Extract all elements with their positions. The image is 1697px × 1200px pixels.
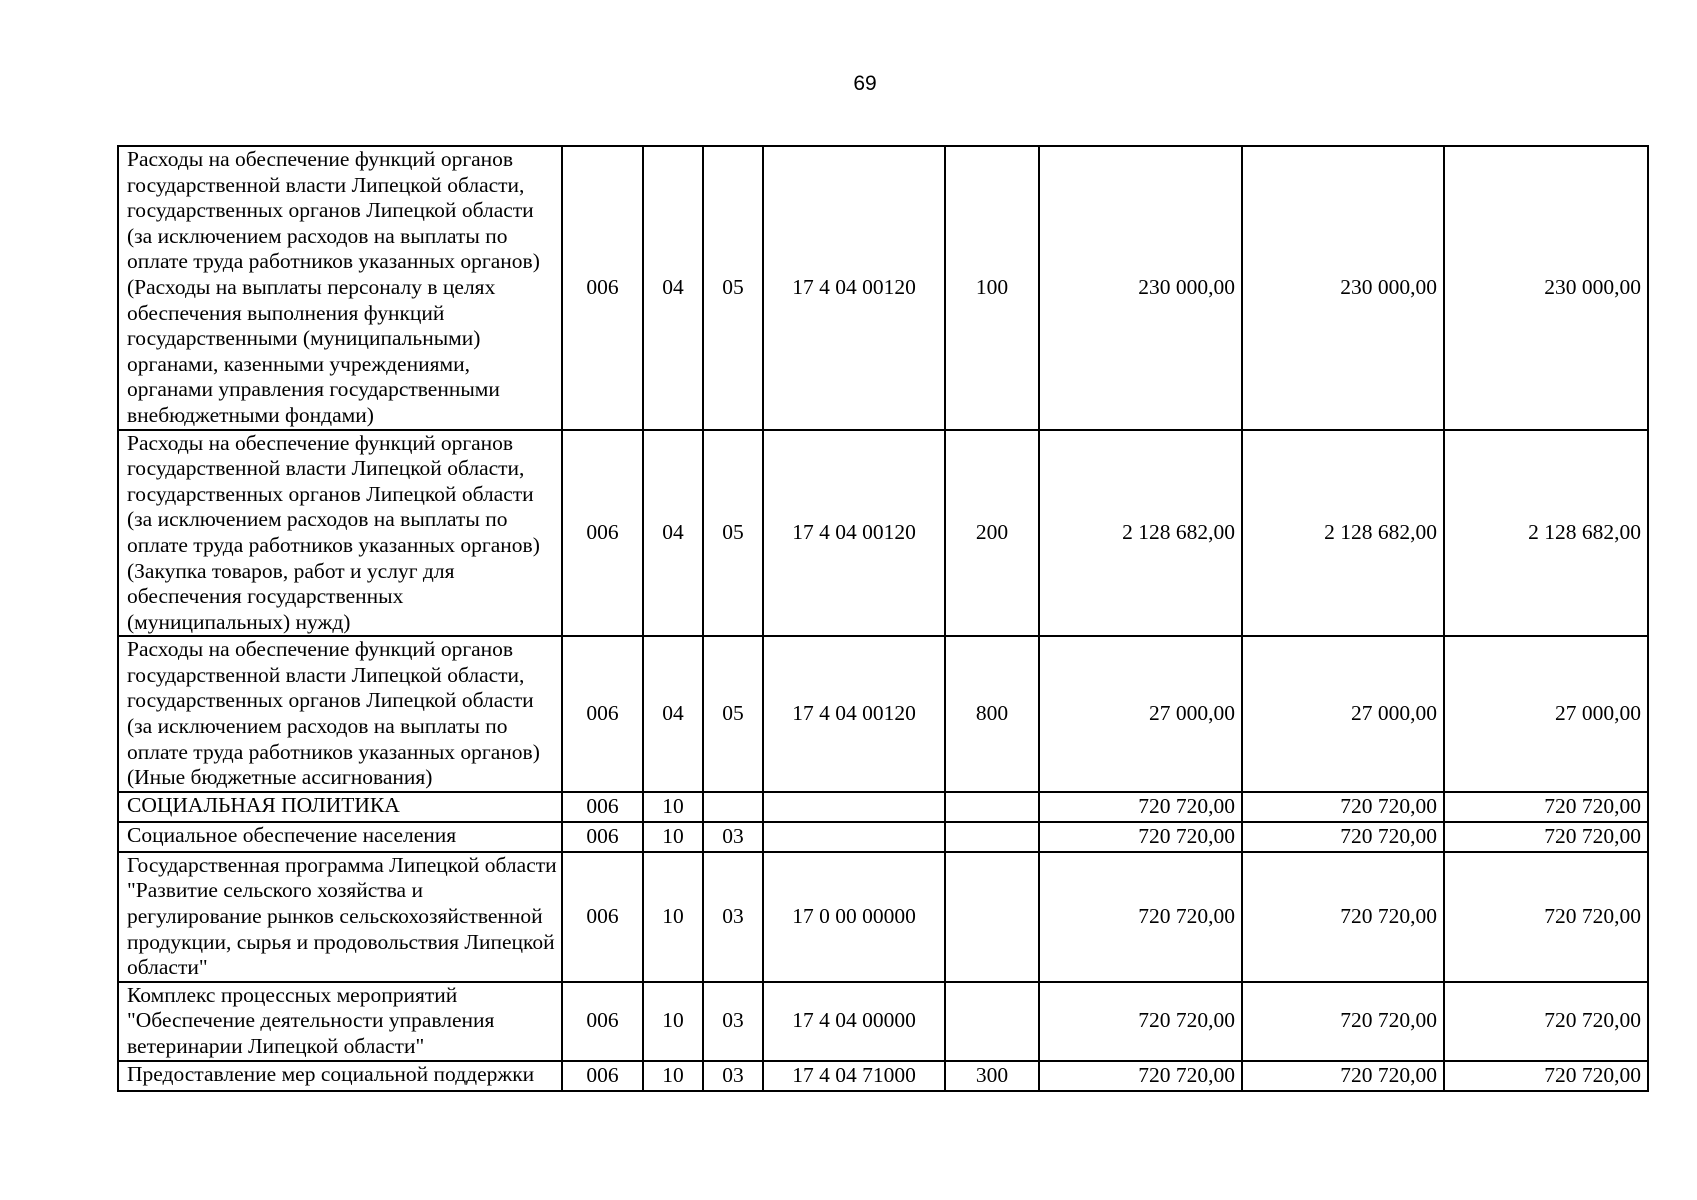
expense-type-cell: 100: [945, 146, 1039, 430]
sum-2-cell: 27 000,00: [1242, 636, 1444, 792]
subsection-code-cell: 05: [703, 146, 763, 430]
sum-1-cell: 720 720,00: [1039, 1061, 1242, 1091]
section-code-cell: 10: [643, 982, 703, 1061]
row-name-cell: Расходы на обеспечение функций органов государственной власти Липецкой области, государственных органов Липецкой области (за исключением расходов на выплаты по оплате труда работников указанных органов) (Расходы на выплаты персоналу в целях обеспечения выполнения функций государственными (муниципальными) органами, казенными учреждениями, органами управления государственными внебюджетными фондами): [118, 146, 562, 430]
section-code-cell: 04: [643, 636, 703, 792]
table-row: [118, 822, 1648, 852]
expense-type-cell: 800: [945, 636, 1039, 792]
page-number: 69: [853, 72, 877, 95]
sum-1-cell: 720 720,00: [1039, 982, 1242, 1061]
table-row: [118, 792, 1648, 822]
sum-3-cell: 720 720,00: [1444, 792, 1648, 822]
target-article-cell: 17 0 00 00000: [763, 852, 945, 982]
row-name-cell: Комплекс процессных мероприятий "Обеспечение деятельности управления ветеринарии Липецкой области": [118, 982, 562, 1061]
row-name-cell: Расходы на обеспечение функций органов государственной власти Липецкой области, государственных органов Липецкой области (за исключением расходов на выплаты по оплате труда работников указанных органов) (Закупка товаров, работ и услуг для обеспечения государственных (муниципальных) нужд): [118, 430, 562, 637]
sum-3-cell: 720 720,00: [1444, 822, 1648, 852]
ministry-code-cell: 006: [562, 1061, 643, 1091]
table-row: [118, 636, 1648, 792]
ministry-code-cell: 006: [562, 822, 643, 852]
subsection-code-cell: 03: [703, 822, 763, 852]
target-article-cell: 17 4 04 71000: [763, 1061, 945, 1091]
expense-type-cell: 300: [945, 1061, 1039, 1091]
section-code-cell: 10: [643, 792, 703, 822]
sum-1-cell: 27 000,00: [1039, 636, 1242, 792]
table-row: [118, 146, 1648, 430]
sum-3-cell: 27 000,00: [1444, 636, 1648, 792]
sum-2-cell: 720 720,00: [1242, 822, 1444, 852]
subsection-code-cell: 05: [703, 430, 763, 637]
table-row: [118, 852, 1648, 982]
sum-1-cell: 230 000,00: [1039, 146, 1242, 430]
subsection-code-cell: 03: [703, 852, 763, 982]
subsection-code-cell: 03: [703, 1061, 763, 1091]
ministry-code-cell: 006: [562, 852, 643, 982]
sum-2-cell: 2 128 682,00: [1242, 430, 1444, 637]
sum-3-cell: 2 128 682,00: [1444, 430, 1648, 637]
target-article-cell: 17 4 04 00120: [763, 430, 945, 637]
table-row: [118, 430, 1648, 637]
sum-1-cell: 2 128 682,00: [1039, 430, 1242, 637]
target-article-cell: [763, 792, 945, 822]
sum-1-cell: 720 720,00: [1039, 822, 1242, 852]
target-article-cell: 17 4 04 00120: [763, 146, 945, 430]
row-name-cell: Предоставление мер социальной поддержки: [118, 1061, 562, 1091]
sum-2-cell: 720 720,00: [1242, 852, 1444, 982]
expense-type-cell: [945, 982, 1039, 1061]
ministry-code-cell: 006: [562, 146, 643, 430]
sum-2-cell: 720 720,00: [1242, 1061, 1444, 1091]
sum-3-cell: 230 000,00: [1444, 146, 1648, 430]
expense-type-cell: 200: [945, 430, 1039, 637]
target-article-cell: 17 4 04 00120: [763, 636, 945, 792]
row-name-cell: Государственная программа Липецкой области "Развитие сельского хозяйства и регулирование рынков сельскохозяйственной продукции, сырья и продовольствия Липецкой области": [118, 852, 562, 982]
sum-1-cell: 720 720,00: [1039, 792, 1242, 822]
sum-2-cell: 720 720,00: [1242, 982, 1444, 1061]
expense-type-cell: [945, 852, 1039, 982]
table-row: [118, 982, 1648, 1061]
ministry-code-cell: 006: [562, 792, 643, 822]
row-name-cell: СОЦИАЛЬНАЯ ПОЛИТИКА: [118, 792, 562, 822]
ministry-code-cell: 006: [562, 636, 643, 792]
table-row: [118, 1061, 1648, 1091]
sum-3-cell: 720 720,00: [1444, 852, 1648, 982]
subsection-code-cell: 05: [703, 636, 763, 792]
sum-2-cell: 720 720,00: [1242, 792, 1444, 822]
row-name-cell: Социальное обеспечение населения: [118, 822, 562, 852]
section-code-cell: 04: [643, 146, 703, 430]
sum-3-cell: 720 720,00: [1444, 1061, 1648, 1091]
sum-3-cell: 720 720,00: [1444, 982, 1648, 1061]
subsection-code-cell: 03: [703, 982, 763, 1061]
expense-type-cell: [945, 792, 1039, 822]
target-article-cell: 17 4 04 00000: [763, 982, 945, 1061]
section-code-cell: 10: [643, 822, 703, 852]
section-code-cell: 04: [643, 430, 703, 637]
subsection-code-cell: [703, 792, 763, 822]
section-code-cell: 10: [643, 852, 703, 982]
ministry-code-cell: 006: [562, 982, 643, 1061]
sum-2-cell: 230 000,00: [1242, 146, 1444, 430]
budget-table: [117, 145, 1649, 1092]
sum-1-cell: 720 720,00: [1039, 852, 1242, 982]
row-name-cell: Расходы на обеспечение функций органов государственной власти Липецкой области, государственных органов Липецкой области (за исключением расходов на выплаты по оплате труда работников указанных органов) (Иные бюджетные ассигнования): [118, 636, 562, 792]
expense-type-cell: [945, 822, 1039, 852]
section-code-cell: 10: [643, 1061, 703, 1091]
ministry-code-cell: 006: [562, 430, 643, 637]
target-article-cell: [763, 822, 945, 852]
